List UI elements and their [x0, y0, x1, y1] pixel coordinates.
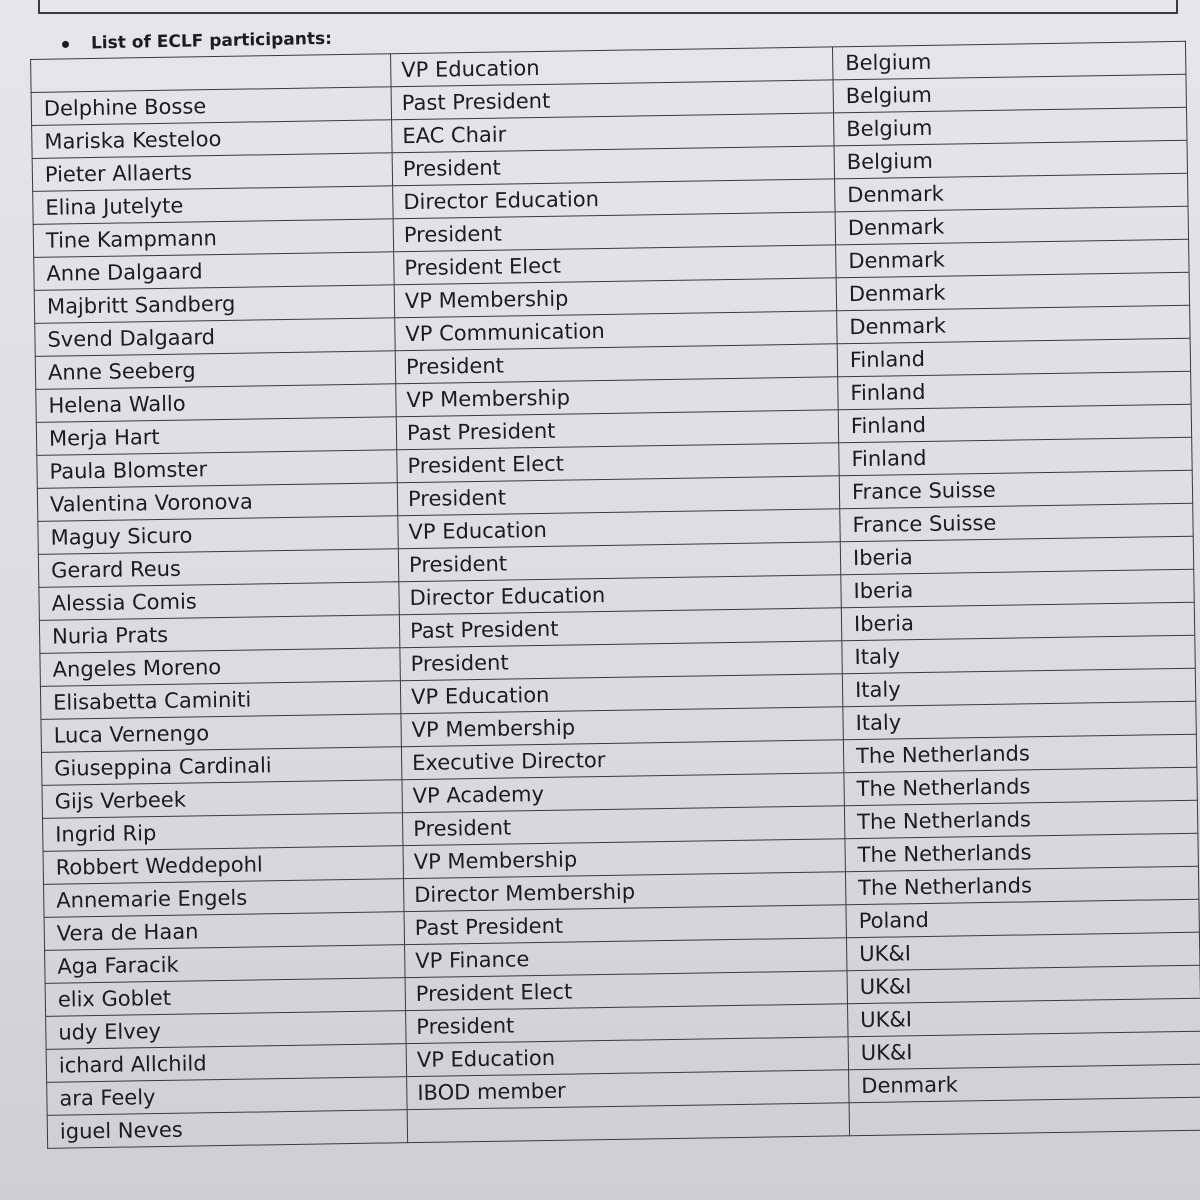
participant-name-cell: ichard Allchild [46, 1044, 406, 1083]
participant-role-cell: President Elect [397, 443, 839, 483]
participant-name-cell: Angeles Moreno [40, 648, 400, 687]
participant-role-cell: VP Finance [405, 938, 847, 978]
heading-text: List of ECLF participants: [90, 28, 333, 54]
participant-name-cell: udy Elvey [46, 1011, 406, 1050]
participant-name-cell: Anne Seeberg [35, 351, 395, 390]
participant-name-cell: Nuria Prats [39, 615, 399, 654]
participant-name-cell: Helena Wallo [36, 384, 396, 423]
participant-role-cell [407, 1103, 849, 1143]
participant-role-cell: VP Education [400, 674, 842, 714]
participant-country-cell: Denmark [849, 1064, 1200, 1103]
participant-name-cell: Elina Jutelyte [33, 186, 393, 225]
participant-role-cell: President [400, 641, 842, 681]
participant-name-cell: Mariska Kesteloo [32, 120, 392, 159]
participant-country-cell: The Netherlands [845, 833, 1198, 872]
participant-role-cell: President Elect [394, 245, 836, 285]
participant-country-cell: The Netherlands [845, 866, 1198, 905]
participant-country-cell: France Suisse [839, 470, 1192, 509]
participant-name-cell: Paula Blomster [37, 450, 397, 489]
participant-name-cell: Alessia Comis [39, 582, 399, 621]
participant-country-cell: Iberia [840, 536, 1193, 575]
participant-country-cell: Iberia [841, 569, 1194, 608]
participant-country-cell: Italy [842, 668, 1195, 707]
participant-country-cell: The Netherlands [843, 734, 1196, 773]
participant-name-cell: Annemarie Engels [44, 879, 404, 918]
participant-role-cell: VP Membership [396, 377, 838, 417]
participant-name-cell: Ingrid Rip [42, 813, 402, 852]
participant-name-cell: Gijs Verbeek [42, 780, 402, 819]
participant-country-cell: Iberia [841, 602, 1194, 641]
participant-name-cell: Vera de Haan [44, 912, 404, 951]
participant-name-cell: Elisabetta Caminiti [40, 681, 400, 720]
participant-name-cell: Aga Faracik [45, 945, 405, 984]
participant-role-cell: Executive Director [401, 740, 843, 780]
participant-role-cell: Past President [391, 80, 833, 120]
participant-role-cell: Past President [399, 608, 841, 648]
participant-name-cell: Gerard Reus [38, 549, 398, 588]
participant-country-cell: Finland [839, 437, 1192, 476]
participant-country-cell: The Netherlands [844, 767, 1197, 806]
participant-role-cell: VP Communication [395, 311, 837, 351]
participant-country-cell: Denmark [835, 173, 1188, 212]
participant-role-cell: Director Membership [403, 872, 845, 912]
participant-role-cell: VP Education [406, 1037, 848, 1077]
participant-country-cell: Belgium [834, 107, 1187, 146]
participant-name-cell: Svend Dalgaard [35, 318, 395, 357]
participant-country-cell: France Suisse [840, 503, 1193, 542]
participant-country-cell: Finland [838, 371, 1191, 410]
bullet-icon [62, 40, 69, 47]
participant-name-cell: Luca Vernengo [41, 714, 401, 753]
participant-country-cell: Belgium [834, 140, 1187, 179]
participant-role-cell: VP Membership [401, 707, 843, 747]
participant-role-cell: President [392, 146, 834, 186]
participant-role-cell: President Elect [405, 971, 847, 1011]
participant-role-cell: President [397, 476, 839, 516]
participant-role-cell: Past President [404, 905, 846, 945]
participant-country-cell: Belgium [833, 74, 1186, 113]
participant-name-cell: Tine Kampmann [33, 219, 393, 258]
participant-name-cell: elix Goblet [45, 978, 405, 1017]
participant-role-cell: President [402, 806, 844, 846]
participant-role-cell: President [398, 542, 840, 582]
participant-role-cell: VP Education [398, 509, 840, 549]
participant-name-cell: Merja Hart [36, 417, 396, 456]
participant-country-cell: UK&I [846, 932, 1199, 971]
participant-name-cell: iguel Neves [47, 1110, 407, 1149]
previous-section-box [38, 0, 1178, 14]
participant-country-cell: Belgium [832, 41, 1185, 80]
participant-role-cell: President [395, 344, 837, 384]
table-container [0, 41, 1200, 1144]
participant-name-cell: Maguy Sicuro [38, 516, 398, 555]
participant-role-cell: President [393, 212, 835, 252]
participant-role-cell: Director Education [393, 179, 835, 219]
participant-role-cell: EAC Chair [392, 113, 834, 153]
participant-role-cell: VP Membership [394, 278, 836, 318]
participant-role-cell: Director Education [399, 575, 841, 615]
participants-table-body [31, 41, 1200, 1148]
participant-name-cell: Robbert Weddepohl [43, 846, 403, 885]
participant-role-cell: Past President [396, 410, 838, 450]
participant-country-cell: UK&I [848, 998, 1200, 1037]
participant-country-cell: Italy [843, 701, 1196, 740]
participant-name-cell: Valentina Voronova [37, 483, 397, 522]
participant-role-cell: President [406, 1004, 848, 1044]
participant-country-cell: Italy [842, 635, 1195, 674]
participants-table [30, 41, 1200, 1149]
participant-country-cell [849, 1097, 1200, 1136]
participant-name-cell: Anne Dalgaard [34, 252, 394, 291]
participant-name-cell: Majbritt Sandberg [34, 285, 394, 324]
participant-role-cell: VP Academy [402, 773, 844, 813]
participant-country-cell: Denmark [835, 206, 1188, 245]
participant-name-cell: Giuseppina Cardinali [41, 747, 401, 786]
participant-role-cell: VP Education [391, 47, 833, 87]
participant-country-cell: Finland [837, 338, 1190, 377]
list-heading [62, 29, 332, 54]
participant-country-cell: UK&I [847, 965, 1200, 1004]
participant-country-cell: Finland [838, 404, 1191, 443]
participant-country-cell: Poland [846, 899, 1199, 938]
participant-name-cell: Pieter Allaerts [32, 153, 392, 192]
participant-name-cell: ara Feely [47, 1077, 407, 1116]
participant-name-cell: Delphine Bosse [31, 87, 391, 126]
participant-country-cell: The Netherlands [844, 800, 1197, 839]
participant-role-cell: VP Membership [403, 839, 845, 879]
participant-role-cell: IBOD member [407, 1070, 849, 1110]
participant-country-cell: Denmark [836, 239, 1189, 278]
participant-country-cell: Denmark [837, 305, 1190, 344]
participant-country-cell: Denmark [836, 272, 1189, 311]
participant-country-cell: UK&I [848, 1031, 1200, 1070]
